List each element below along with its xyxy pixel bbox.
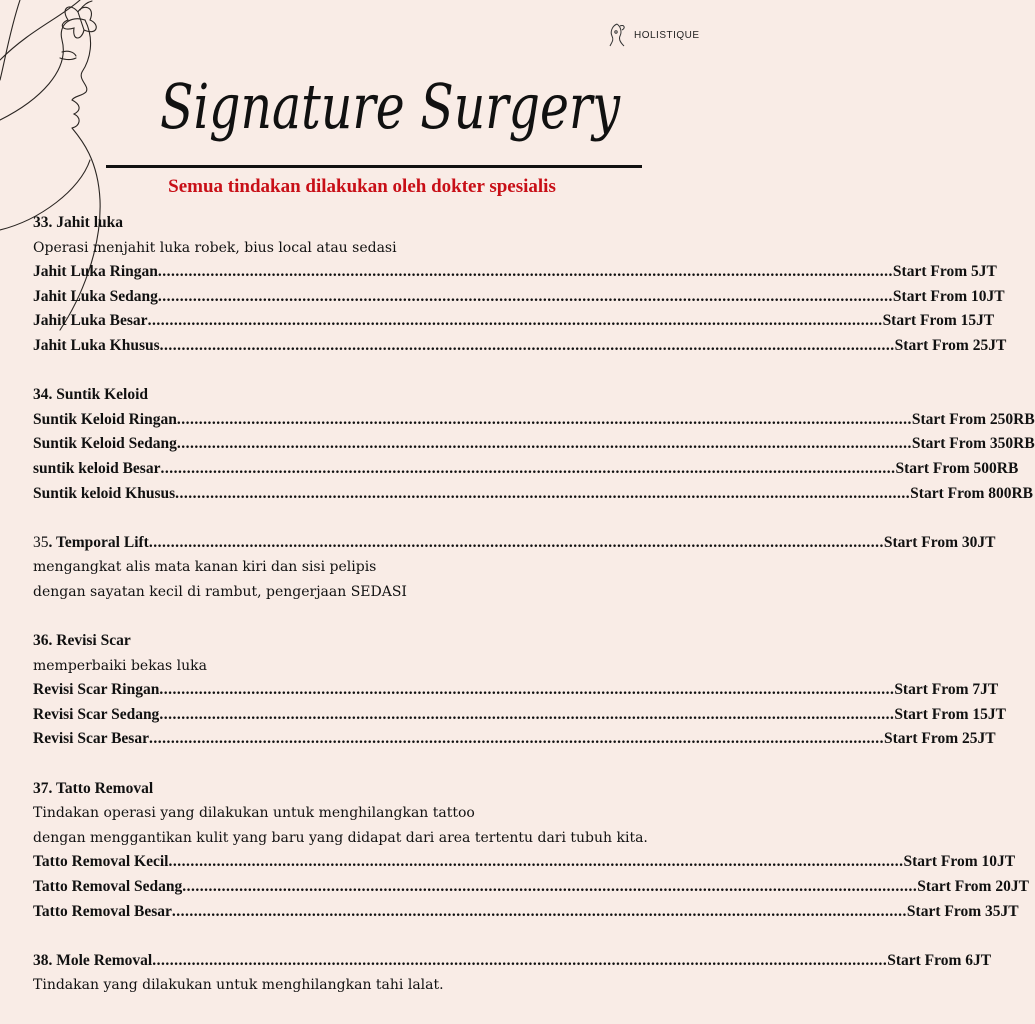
item-name: Tatto Removal Kecil (33, 853, 169, 871)
section-description: mengangkat alis mata kanan kiri dan sisi pelipis (33, 559, 377, 576)
item-price: Start From 15JT (882, 312, 995, 330)
price-item (33, 285, 1005, 310)
item-name: Revisi Scar Sedang (33, 705, 160, 723)
item-name: Suntik Keloid Sedang (33, 435, 177, 453)
item-price: Start From 10JT (892, 287, 1005, 305)
item-price: Start From 25JT (894, 336, 1007, 354)
section-title: 36. Revisi Scar (33, 632, 131, 650)
item-price: Start From 7JT (894, 681, 999, 699)
section-suntik-keloid (33, 383, 1035, 506)
item-name: Jahit Luka Sedang (33, 287, 158, 305)
section-mole-removal (33, 949, 992, 998)
page-subtitle: Semua tindakan dilakukan oleh dokter spesialis (168, 176, 556, 197)
section-title-price (33, 949, 992, 974)
section-description: memperbaiki bekas luka (33, 657, 208, 674)
section-jahit-luka (33, 211, 1007, 359)
section-title: 33. Jahit luka (33, 214, 124, 231)
item-price: Start From 6JT (887, 951, 992, 969)
section-title-price (33, 531, 996, 556)
item-price: Start From 15JT (894, 705, 1006, 723)
item-name: Jahit Luka Khusus (33, 336, 160, 354)
title-divider (106, 165, 642, 168)
section-description: dengan sayatan kecil di rambut, pengerjaan SEDASI (33, 583, 407, 600)
face-logo-icon (606, 22, 628, 48)
section-revisi-scar (33, 629, 1006, 752)
section-title: . Temporal Lift (48, 533, 149, 551)
item-name: Tatto Removal Besar (33, 902, 172, 920)
item-price: Start From 5JT (892, 263, 997, 281)
price-item (33, 408, 1035, 433)
item-name: Revisi Scar Ringan (33, 681, 160, 699)
brand (606, 22, 700, 48)
section-description: Operasi menjahit luka robek, bius local atau sedasi (33, 239, 397, 256)
item-price: Start From 10JT (903, 853, 1016, 871)
price-item (33, 457, 1019, 482)
price-list (33, 211, 1035, 998)
section-title: 37. Tatto Removal (33, 779, 154, 797)
page-title (140, 48, 640, 158)
item-name: Suntik Keloid Ringan (33, 410, 177, 428)
item-name: Revisi Scar Besar (33, 730, 149, 748)
price-item (33, 678, 999, 703)
item-name: Jahit Luka Ringan (33, 263, 158, 281)
section-number: 35 (33, 533, 49, 551)
item-name: Suntik keloid Khusus (33, 484, 176, 502)
brand-name: HOLISTIQUE (634, 29, 700, 41)
price-item (33, 334, 1007, 359)
price-item (33, 260, 997, 285)
price-item (33, 875, 1029, 900)
price-item (33, 703, 1006, 728)
item-name: suntik keloid Besar (33, 459, 161, 477)
item-name: Tatto Removal Sedang (33, 878, 183, 896)
item-name: Jahit Luka Besar (33, 312, 148, 330)
section-temporal-lift (33, 531, 996, 605)
section-description: Tindakan yang dilakukan untuk menghilangkan tahi lalat. (33, 977, 444, 994)
section-tatto-removal (33, 777, 1029, 925)
price-item (33, 900, 1019, 925)
item-price: Start From 350RB (911, 435, 1035, 453)
item-price: Start From 500RB (895, 459, 1019, 477)
item-price: Start From 30JT (883, 533, 996, 551)
section-title: 38. Mole Removal (33, 951, 153, 969)
price-item (33, 850, 1016, 875)
price-item (33, 309, 995, 334)
section-description: dengan menggantikan kulit yang baru yang didapat dari area tertentu dari tubuh kita. (33, 829, 648, 846)
item-price: Start From 800RB (910, 484, 1034, 502)
page-title-text: Signature Surgery (160, 70, 621, 143)
section-title: 34. Suntik Keloid (33, 386, 148, 404)
item-price: Start From 35JT (906, 902, 1019, 920)
price-item (33, 727, 996, 752)
item-price: Start From 20JT (917, 878, 1029, 896)
item-price: Start From 25JT (883, 730, 996, 748)
price-item (33, 482, 1034, 507)
item-price: Start From 250RB (911, 410, 1035, 428)
price-item (33, 432, 1035, 457)
section-description: Tindakan operasi yang dilakukan untuk menghilangkan tattoo (33, 805, 475, 822)
